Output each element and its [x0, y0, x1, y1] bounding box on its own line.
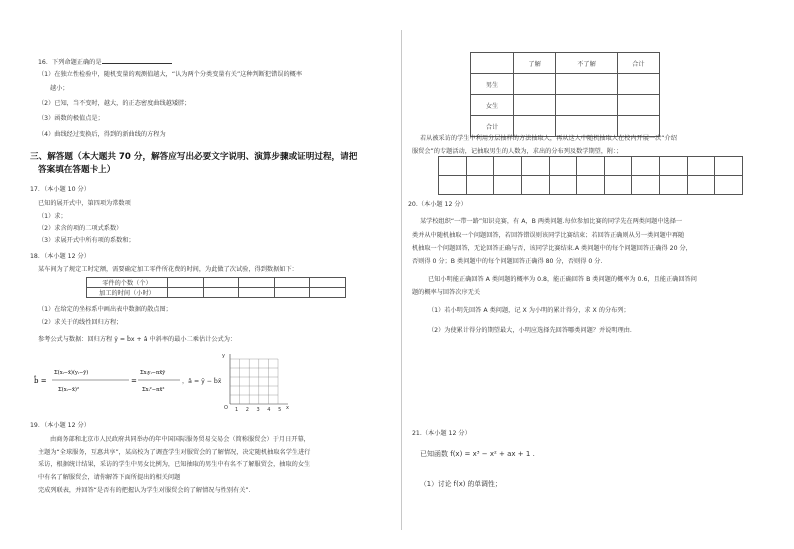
q19-line-4: 中有名了解服贸会，请你解答下面所提出的相关问题	[38, 474, 181, 481]
q19-head: 19．（本小题 12 分）	[30, 422, 90, 429]
axis-y-label: y	[222, 353, 225, 359]
table-row-label: 女生	[471, 95, 514, 116]
answer-blank	[102, 57, 172, 64]
scatter-coordinate-grid	[220, 352, 292, 414]
axis-x-ticks: 1 2 3 4 5	[235, 407, 285, 413]
q19-cont-line-1: 若从被采访的学生中利用分层抽样的方法抽取人，再从这人中随机抽取人在校内开展一次“介绍	[420, 135, 677, 142]
svg-text:b̂ =: b̂ =	[34, 377, 47, 385]
axis-x-label: x	[286, 405, 289, 411]
q20-part-1: （1）若小明先回答 A 类问题，记 X 为小明的累计得分，求 X 的分布列；	[428, 307, 630, 314]
table-header-cell: 了解	[514, 53, 556, 74]
svg-text:Σxᵢ²−nx̄²: Σxᵢ²−nx̄²	[142, 387, 165, 393]
q17-line-4: （3）求展开式中所有项的系数和；	[38, 237, 135, 244]
table-header-cell: 合计	[617, 53, 659, 74]
column-divider	[401, 30, 402, 530]
section-3-title: 三、解答题（本大题共 70 分，解答应写出必要文字说明、演算步骤或证明过程，请把	[30, 152, 358, 162]
table-row-label: 男生	[471, 74, 514, 95]
svg-text:Σ(xᵢ−x̄)²: Σ(xᵢ−x̄)²	[58, 387, 80, 393]
least-squares-formula	[34, 350, 184, 410]
table-row-label: 零件的个数（个）	[87, 278, 168, 288]
q18-data-table	[86, 277, 346, 298]
q17-line-3: （2）求含的项的二项式系数）	[38, 225, 123, 232]
distribution-table	[438, 156, 743, 195]
svg-text:Σ(xᵢ−x̄)(yᵢ−ȳ): Σ(xᵢ−x̄)(yᵢ−ȳ)	[54, 370, 89, 376]
q16-item-1: （1）在独立性检验中，随机变量的观测值越大，“认为两个分类变量有关”这种判断犯错误的概率	[38, 71, 303, 78]
q17-head: 17．（本小题 10 分）	[30, 186, 90, 193]
q16-item-4: （4）曲线经过变换后，得到的新曲线的方程为	[38, 131, 166, 138]
table-header-cell	[471, 53, 514, 74]
contingency-table	[470, 52, 660, 137]
q19-line-2: 主题为“全球服务，互惠共享”，某高校为了调查学生对服贸会的了解情况，决定随机抽取名学生进行	[38, 449, 311, 456]
q18-head: 18．（本小题 12 分）	[30, 253, 90, 260]
q21-head: 21.（本小题 12 分）	[412, 430, 471, 437]
q18-part-1: （1）在给定的坐标系中画出表中数据的散点图；	[38, 306, 172, 313]
q20-line-1: 某学校组织“一带一路”知识竞赛，有 A，B 两类问题.每位参加比赛的同学先在两类问题中选择一	[420, 218, 683, 225]
q20-line-5: 已知小明能正确回答 A 类问题的概率为 0.8，能正确回答 B 类问题的概率为 0.6，且能正确回答问	[428, 276, 697, 283]
q18-intro: 某车间为了规定工时定额，需要确定加工零件所花费的时间，为此做了次试验，得到数据如下：	[38, 266, 298, 273]
q17-line-1: 已知的展开式中，第四项为常数项	[38, 200, 131, 207]
q20-line-2: 类并从中随机抽取一个问题回答，若回答错误则该同学比赛结束；若回答正确则从另一类问题中再随	[412, 232, 685, 239]
section-3-title-cont: 答案填在答题卡上）	[38, 165, 116, 175]
q20-line-6: 题的概率与回答次序无关	[412, 289, 481, 296]
formula-a-hat: ，â = ȳ − b̂x̄	[182, 378, 222, 385]
axis-origin-label: O	[224, 405, 228, 411]
q18-reference: 参考公式与数据：回归方程 ŷ = b̂x + â 中斜率的最小二乘估计公式为：	[38, 336, 237, 343]
q20-line-3: 机抽取一个问题回答，无论回答正确与否，该同学比赛结束.A 类问题中的每个问题回答正确得 20 分，	[412, 245, 692, 252]
q16-stem: 16．下列命题正确的是	[38, 57, 172, 67]
q19-line-1: 由商务部和北京市人民政府共同举办的年中国国际服务贸易交易会（简称服贸会）于月日开幕，	[50, 436, 310, 443]
q19-cont-line-2: 服贸会”的专题活动，记抽取男生的人数为，求出的分布列及数学期望，附：；	[412, 148, 623, 155]
q16-item-3: （3）函数的极值点是；	[38, 115, 104, 122]
q16-item-2: （2）已知，当不变时，越大，的正态密度曲线越矮胖；	[38, 100, 191, 107]
q19-line-3: 采访，根据统计结果，采访的学生中男女比例为，已知抽取的男生中有名不了解服贸会，抽取的女生	[38, 461, 311, 468]
q21-part-1: （1）讨论 f(x) 的单调性；	[420, 480, 502, 488]
q20-part-2: （2）为使累计得分的期望最大，小明应选择先回答哪类问题？并说明理由.	[428, 327, 632, 334]
table-header-cell: 不了解	[556, 53, 618, 74]
table-row-label: 加工的时间（小时）	[87, 288, 168, 298]
svg-text:=: =	[131, 377, 137, 385]
q19-line-5: 完成列联表，并回答“是否有的把握认为学生对服贸会的了解情况与性别有关”．	[38, 487, 255, 494]
table-row-label: 合计	[471, 116, 514, 137]
svg-text:Σxᵢyᵢ−nx̄ȳ: Σxᵢyᵢ−nx̄ȳ	[140, 370, 166, 376]
q17-line-2: （1）求；	[38, 213, 67, 220]
q21-line-1: 已知函数 f(x) = x³ − x² + ax + 1 .	[420, 450, 535, 458]
q20-head: 20.（本小题 12 分）	[408, 201, 467, 208]
q20-line-4: 否则得 0 分；B 类问题中的每个问题回答正确得 80 分，否则得 0 分.	[412, 258, 603, 265]
q18-part-2: （2）求关于的线性回归方程；	[38, 319, 123, 326]
q16-item-1-cont: 越小；	[50, 85, 69, 92]
